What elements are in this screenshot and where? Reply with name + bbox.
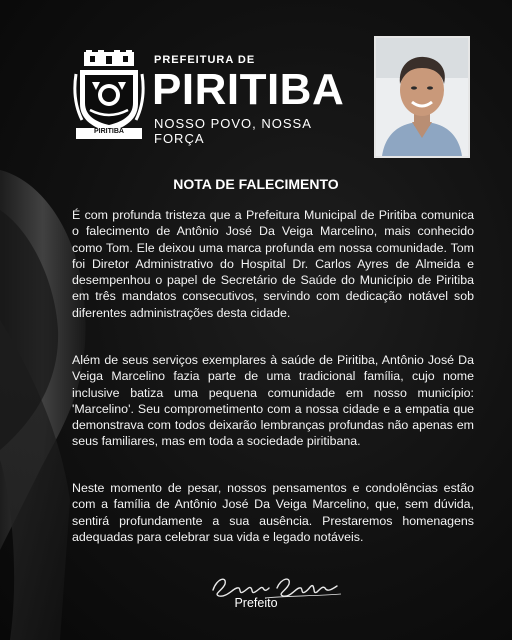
notice-paragraph-3: Neste momento de pesar, nossos pensamentos e condolências estão com a família de Antônio José Da Veiga Marcelino, que, sem dúvida, sentirá profundamente a sua ausência. Prestaremos homenagens adequadas para celebrar sua vida e legado notáveis. — [72, 481, 474, 544]
municipality-header — [72, 44, 362, 146]
slogan: NOSSO POVO, NOSSA FORÇA — [154, 116, 312, 146]
notice-title: NOTA DE FALECIMENTO — [173, 176, 339, 192]
municipal-coat-of-arms-icon — [72, 50, 146, 140]
notice-paragraph-1: É com profunda tristeza que a Prefeitura Municipal de Piritiba comunica o falecimento de Antônio José Da Veiga Marcelino, mais conhecido como Tom. Ele deixou uma marca profunda em nossa comunidade. Tom foi Diretor Administrativo do Hospital Dr. Carlos Ayres de Almeida e desempenhou o papel de Secretário de Saúde do Município de Piritiba em três mandatos consecutivos, servindo com dedicação notável sob diferentes administrações desta cidade. — [72, 208, 474, 320]
portrait-illustration — [376, 38, 468, 156]
portrait-photo — [374, 36, 470, 158]
crest-banner-label: PIRITIBA — [94, 128, 124, 135]
notice-paragraph-2: Além de seus serviços exemplares à saúde de Piritiba, Antônio José Da Veiga Marcelino fazia parte de uma tradicional família, cujo nome inclusive batiza uma pequena comunidade em nosso município: 'Marcelino'. Seu comprometimento com a nossa cidade e a empatia que demonstrava com todos deixarão lembranças profundas não apenas em seus familiares, mas em toda a sociedade piritibana. — [72, 353, 474, 449]
signature-role: Prefeito — [234, 596, 278, 610]
prefeitura-label: PREFEITURA DE — [154, 54, 256, 66]
city-name: PIRITIBA — [152, 65, 345, 114]
